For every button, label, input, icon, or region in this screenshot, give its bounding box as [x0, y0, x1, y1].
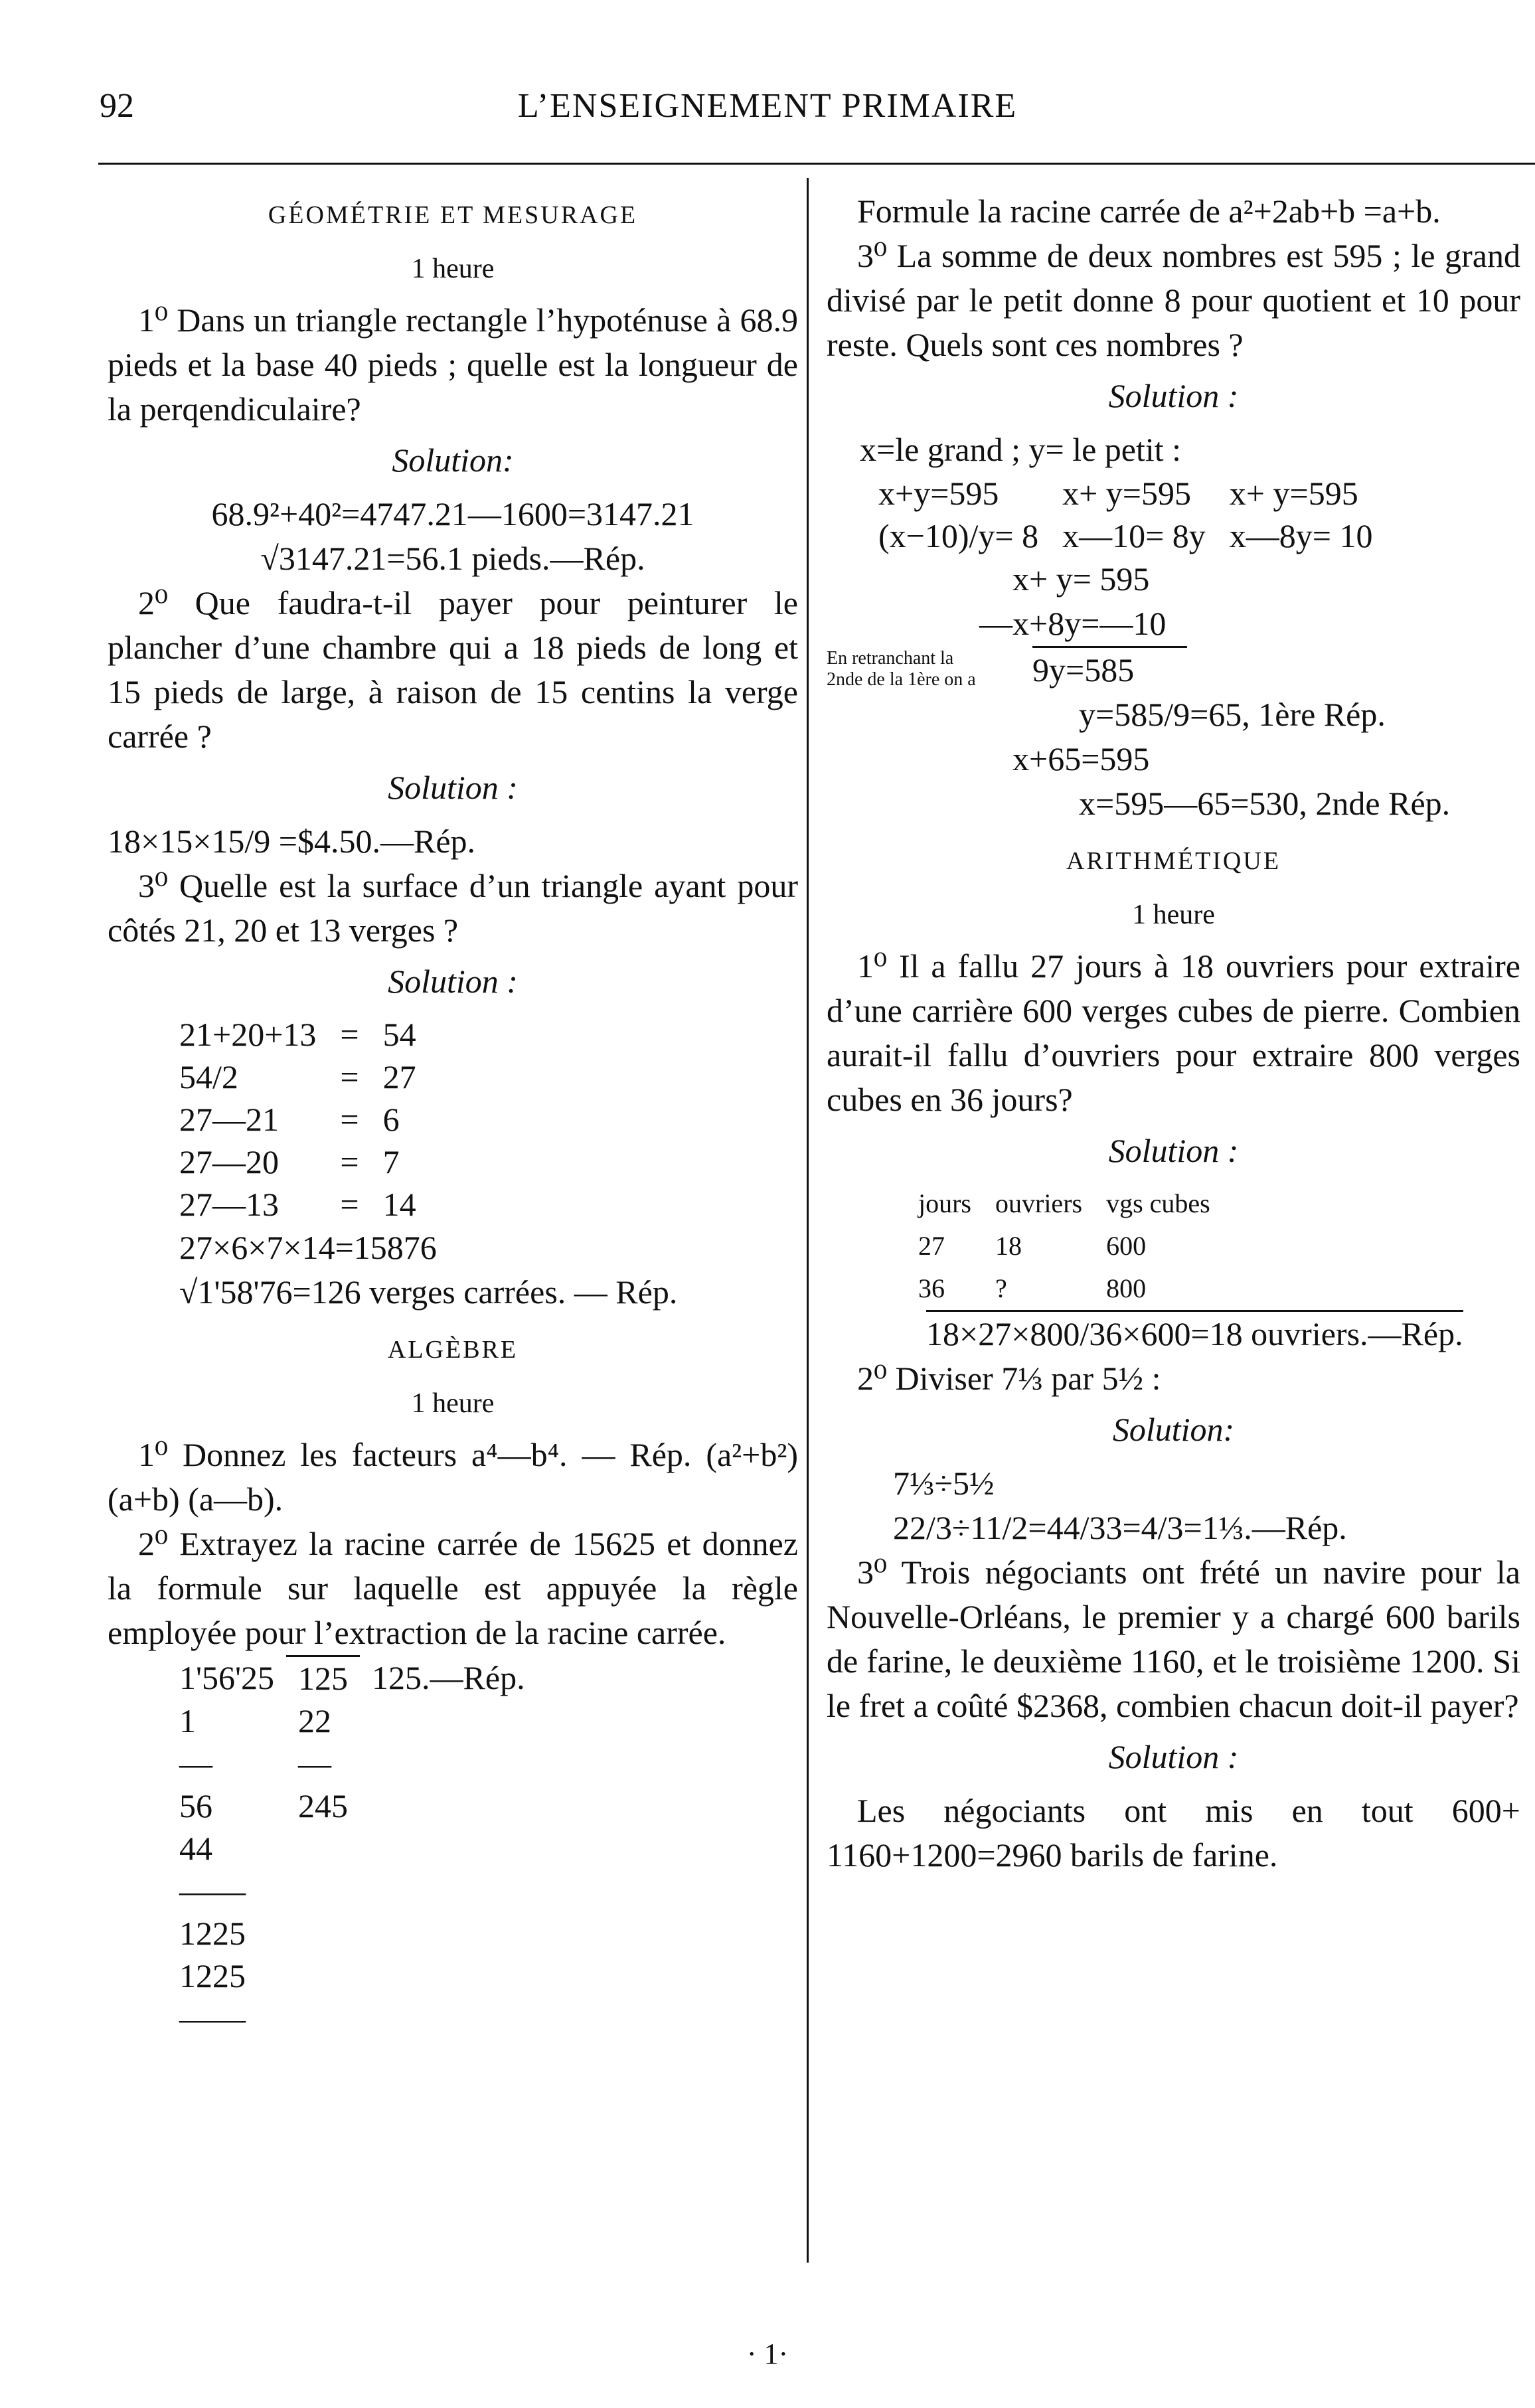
cell: 800 [1106, 1273, 1147, 1303]
cell: 21+20+13 [179, 1016, 317, 1053]
cell: —— [179, 1872, 246, 1909]
page-number: 92 [100, 87, 134, 125]
cell: 1'56'25 [179, 1659, 275, 1697]
cell [360, 1997, 537, 2040]
cell: 18 [995, 1231, 1022, 1261]
cell: 125.—Rép. [372, 1659, 525, 1697]
col-head: jours [918, 1188, 971, 1218]
cell: 1225 [179, 1915, 246, 1952]
section-title-geometry: GÉOMÉTRIE ET MESURAGE [268, 201, 638, 229]
math-line: 9y=585 [1032, 646, 1187, 692]
cell: x+ y=595 [1062, 475, 1191, 512]
solution-label: Solution : [1108, 377, 1239, 414]
answer-text: Les négociants ont mis en tout 600+ 1160+1200=2960 barils de farine. [827, 1792, 1520, 1874]
question: 2⁰ Que faudra-t-il payer pour peinturer le plancher d’une chambre qui a 18 pieds de long et 15 pieds de large, à raison de 15 centins la verge carrée ? [108, 584, 798, 755]
question: 1⁰ Donnez les facteurs a⁴—b⁴. — Rép. (a²+b²) (a+b) (a—b). [108, 1436, 798, 1518]
question: 3⁰ Trois négociants ont frété un navire pour la Nouvelle-Orléans, le premier y a chargé 600 barils de farine, le deuxième 1160, et le troisième 1200. Si le fret a coûté $2368, combien chacun doit-il payer? [827, 1554, 1520, 1724]
equation-system [866, 472, 1385, 557]
duration: 1 heure [411, 254, 495, 284]
question: 2⁰ Diviser 7⅓ par 5½ : [857, 1360, 1161, 1397]
col-head: vgs cubes [1106, 1188, 1210, 1218]
cell: ? [995, 1273, 1007, 1303]
cell: x—10= 8y [1062, 517, 1206, 554]
cell: —— [179, 2000, 246, 2037]
cell: 56 [179, 1787, 212, 1824]
cell: 27—21 [179, 1101, 279, 1138]
math-line: 18×27×800/36×600=18 ouvriers.—Rép. [926, 1310, 1463, 1356]
cell: 27—20 [179, 1143, 279, 1180]
cell: 27 [918, 1231, 945, 1261]
cell: = [340, 1143, 359, 1180]
math-line: √3147.21=56.1 pieds.—Rép. [260, 540, 645, 577]
cell: 1 [179, 1702, 196, 1739]
cell [360, 1785, 537, 1827]
question: 1⁰ Il a fallu 27 jours à 18 ouvriers pour extraire d’une carrière 600 verges cubes de pierre. Combien aurait-il fallu d’ouvriers pour extraire 800 verges cubes en 36 jours? [827, 947, 1520, 1118]
cell [360, 1742, 537, 1785]
cell [360, 1827, 537, 1870]
math-line: 27×6×7×14=15876 [179, 1229, 437, 1266]
cell: 600 [1106, 1231, 1147, 1261]
question: 3⁰ Quelle est la surface d’un triangle ayant pour côtés 21, 20 et 13 verges ? [108, 867, 798, 949]
cell: 54 [382, 1016, 416, 1053]
heron-table [167, 1013, 428, 1226]
column-divider [807, 178, 809, 2263]
cell: (x−10)/y= 8 [878, 517, 1039, 554]
math-line: x=595—65=530, 2nde Rép. [1079, 785, 1451, 822]
cell: 14 [382, 1186, 416, 1223]
left-column [108, 189, 798, 2040]
footer-mark: · 1· [746, 2338, 789, 2370]
right-column [827, 189, 1520, 1878]
cell: = [340, 1058, 359, 1095]
solution-label: Solution : [388, 769, 518, 806]
math-line: x+ y= 595 [1012, 560, 1150, 598]
cell: = [340, 1186, 359, 1223]
cell: 54/2 [179, 1058, 238, 1095]
square-root-table [167, 1655, 537, 2040]
cell [360, 1912, 537, 1955]
cell: x+y=595 [878, 475, 999, 512]
cell [360, 1870, 537, 1912]
math-line: —x+8y=—10 [979, 605, 1167, 642]
cell: 6 [382, 1101, 400, 1138]
cell [286, 1912, 360, 1955]
cell: = [340, 1101, 359, 1138]
cell [360, 1955, 537, 1997]
cell: 36 [918, 1273, 945, 1303]
cell [286, 1997, 360, 2040]
solution-label: Solution: [392, 441, 514, 479]
cell: 44 [179, 1830, 212, 1867]
solution-label: Solution : [1108, 1738, 1239, 1775]
header-rule [98, 163, 1535, 165]
solution-label: Solution : [388, 963, 518, 1000]
section-title-algebra: ALGÈBRE [387, 1336, 519, 1364]
running-head: L’ENSEIGNEMENT PRIMAIRE [517, 87, 1018, 125]
cell: x+ y=595 [1229, 475, 1358, 512]
cell: 7 [382, 1143, 400, 1180]
math-line: 7⅓÷5½ [893, 1465, 995, 1502]
cell: 245 [298, 1787, 349, 1824]
formula-line: Formule la racine carrée de a²+2ab+b =a+b. [857, 193, 1441, 230]
question: 2⁰ Extrayez la racine carrée de 15625 et donnez la formule sur laquelle est appuyée la règle employée pour l’extraction de la racine carrée. [108, 1525, 798, 1651]
math-line: 18×15×15/9 =$4.50.—Rép. [108, 823, 476, 860]
col-head: ouvriers [995, 1188, 1083, 1218]
rule-of-three-table [906, 1182, 1222, 1310]
cell: 22 [298, 1702, 332, 1739]
duration: 1 heure [411, 1388, 495, 1419]
cell: — [179, 1745, 212, 1782]
math-line: x=le grand ; y= le petit : [860, 431, 1182, 468]
cell: 1225 [179, 1957, 246, 1994]
solution-label: Solution : [1108, 1132, 1239, 1169]
cell [360, 1700, 537, 1742]
cell [286, 1955, 360, 1997]
question: 1⁰ Dans un triangle rectangle l’hypoténuse à 68.9 pieds et la base 40 pieds ; quelle est la longueur de la perqendiculaire? [108, 301, 798, 428]
cell: 125 [286, 1656, 360, 1700]
math-line: x+65=595 [1012, 740, 1150, 777]
math-line: y=585/9=65, 1ère Rép. [1079, 696, 1386, 733]
duration: 1 heure [1132, 900, 1215, 930]
cell: = [340, 1016, 359, 1053]
cell: x—8y= 10 [1229, 517, 1373, 554]
math-line: √1'58'76=126 verges carrées. — Rép. [179, 1273, 678, 1311]
solution-label: Solution: [1112, 1411, 1235, 1448]
math-line: 22/3÷11/2=44/33=4/3=1⅓.—Rép. [893, 1509, 1347, 1546]
cell: 27—13 [179, 1186, 279, 1223]
cell: — [298, 1745, 332, 1782]
cell [286, 1870, 360, 1912]
question: 3⁰ La somme de deux nombres est 595 ; le grand divisé par le petit donne 8 pour quotient et 10 pour reste. Quels sont ces nombres ? [827, 237, 1520, 363]
margin-note: En retranchant la 2nde de la 1ère on a [827, 648, 976, 690]
cell [286, 1827, 360, 1870]
math-line: 68.9²+40²=4747.21—1600=3147.21 [211, 495, 694, 532]
cell: 27 [382, 1058, 416, 1095]
section-title-arithmetic: ARITHMÉTIQUE [1066, 847, 1281, 875]
